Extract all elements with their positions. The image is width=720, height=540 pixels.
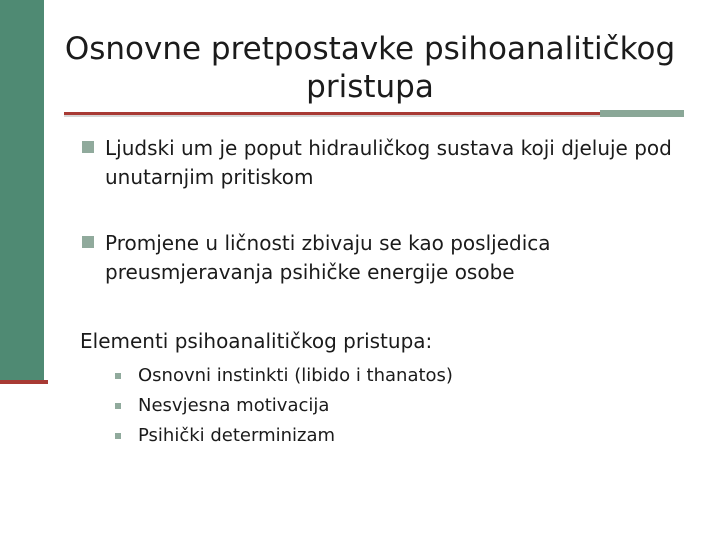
square-bullet-icon [115, 403, 121, 409]
left-decorative-bar [0, 0, 44, 383]
title-divider-accent [600, 110, 684, 117]
square-bullet-icon [115, 373, 121, 379]
slide-title: Osnovne pretpostavke psihoanalitičkog pristupa [64, 31, 676, 105]
sub-item-text: Osnovni instinkti (libido i thanatos) [138, 365, 453, 386]
section-heading: Elementi psihoanalitičkog pristupa: [80, 329, 433, 353]
left-bar-accent-line [0, 380, 48, 384]
sub-item-text: Psihički determinizam [138, 425, 336, 446]
bullet-item [82, 229, 692, 287]
bullet-text: Promjene u ličnosti zbivaju se kao posljedica preusmjeravanja psihičke energije osobe [105, 231, 551, 284]
square-bullet-icon [115, 433, 121, 439]
sub-list-item [115, 394, 329, 418]
square-bullet-icon [82, 236, 94, 248]
title-divider-shadow [64, 115, 684, 117]
sub-list-item [115, 424, 335, 448]
bullet-item [82, 134, 692, 192]
square-bullet-icon [82, 141, 94, 153]
bullet-text: Ljudski um je poput hidrauličkog sustava koji djeluje pod unutarnjim pritiskom [105, 136, 672, 189]
sub-item-text: Nesvjesna motivacija [138, 395, 330, 416]
sub-list-item [115, 364, 453, 388]
